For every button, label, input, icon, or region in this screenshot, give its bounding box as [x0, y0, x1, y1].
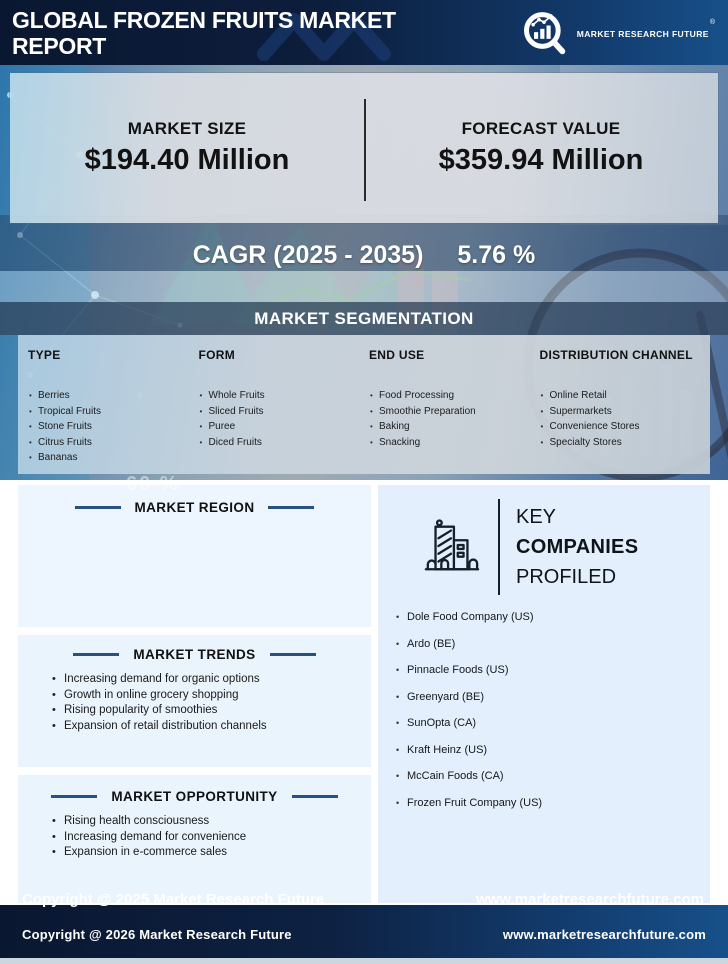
- segmentation-title: MARKET SEGMENTATION: [254, 308, 474, 328]
- segment-item: • Online Retail: [540, 388, 703, 404]
- segment-list: [369, 388, 532, 450]
- footer-bottom-strip: [0, 958, 728, 964]
- title-line-left: [75, 506, 121, 509]
- vertical-divider: [498, 499, 500, 595]
- header: [0, 0, 728, 65]
- market-size-label: MARKET SIZE: [127, 119, 247, 138]
- segment-column-distribution: [540, 348, 711, 474]
- title-line-right: [268, 506, 314, 509]
- trend-item: • Growth in online grocery shopping: [52, 688, 361, 704]
- opportunity-item: • Increasing demand for convenience: [52, 830, 361, 846]
- segment-column-end-use: [369, 348, 540, 474]
- segment-item: • Supermarkets: [540, 404, 703, 420]
- stats-band: [0, 65, 728, 495]
- title-line-right: [292, 795, 338, 798]
- segmentation-band: [0, 302, 728, 335]
- segment-heading: TYPE: [28, 348, 61, 362]
- right-column: [378, 485, 710, 908]
- segmentation-panel: [18, 335, 710, 495]
- market-opportunity-list: [18, 814, 371, 861]
- page-title-line1: GLOBAL FROZEN FRUITS MARKET: [12, 6, 396, 33]
- segment-item: • Convenience Stores: [540, 419, 703, 435]
- forecast-value-label: FORECAST VALUE: [461, 119, 621, 138]
- market-trends-title: MARKET TRENDS: [133, 647, 256, 662]
- segment-item: • Bananas: [28, 450, 191, 466]
- segment-item: • Tropical Fruits: [28, 404, 191, 420]
- opportunity-item: • Rising health consciousness: [52, 814, 361, 830]
- segment-column-form: [199, 348, 370, 474]
- key-companies-panel: [378, 485, 710, 908]
- segment-list: [540, 388, 703, 450]
- watermark-website: www.marketresearchfuture.com: [476, 891, 704, 908]
- segment-heading: END USE: [369, 348, 425, 362]
- opportunity-item: • Expansion in e-commerce sales: [52, 845, 361, 861]
- market-opportunity-panel: [18, 775, 371, 908]
- forecast-value-block: [364, 73, 718, 223]
- segment-item: • Smoothie Preparation: [369, 404, 532, 420]
- segment-item: • Specialty Stores: [540, 435, 703, 451]
- details-section: [0, 480, 728, 908]
- trend-item: • Increasing demand for organic options: [52, 672, 361, 688]
- segment-heading: FORM: [198, 348, 236, 362]
- segment-item: • Whole Fruits: [199, 388, 362, 404]
- building-icon: [422, 517, 480, 577]
- segment-item: • Stone Fruits: [28, 419, 191, 435]
- forecast-value-value: $359.94 Million: [438, 144, 644, 176]
- segment-heading: DISTRIBUTION CHANNEL: [539, 348, 693, 362]
- key-companies-title-line3: PROFILED: [516, 566, 617, 588]
- cagr-value: 5.76 %: [457, 241, 536, 269]
- market-region-panel: [18, 485, 371, 627]
- title-line-left: [73, 653, 119, 656]
- page-title: [12, 7, 396, 59]
- segment-item: • Food Processing: [369, 388, 532, 404]
- segment-item: • Sliced Fruits: [199, 404, 362, 420]
- stats-panel: [10, 73, 718, 223]
- companies-list: [378, 611, 710, 810]
- company-item: • McCain Foods (CA): [396, 770, 702, 783]
- footer: [0, 905, 728, 958]
- mrfr-logo-icon: [519, 8, 569, 58]
- company-item: • SunOpta (CA): [396, 717, 702, 730]
- company-item: • Frozen Fruit Company (US): [396, 797, 702, 810]
- left-column: [18, 485, 371, 908]
- title-line-right: [270, 653, 316, 656]
- segment-item: • Baking: [369, 419, 532, 435]
- cagr-row: [0, 241, 728, 270]
- segment-item: • Citrus Fruits: [28, 435, 191, 451]
- key-companies-title: [516, 502, 638, 592]
- market-opportunity-title: MARKET OPPORTUNITY: [111, 789, 278, 804]
- segment-column-type: [28, 348, 199, 474]
- company-item: • Dole Food Company (US): [396, 611, 702, 624]
- footer-website-link[interactable]: www.marketresearchfuture.com: [502, 927, 706, 942]
- segment-item: • Diced Fruits: [199, 435, 362, 451]
- market-size-value: $194.40 Million: [84, 144, 290, 176]
- segment-item: • Snacking: [369, 435, 532, 451]
- brand-name: MARKET RESEARCH FUTURE: [576, 28, 709, 39]
- key-companies-header: [378, 485, 710, 595]
- market-size-block: [10, 73, 364, 223]
- stats-divider: [364, 99, 366, 201]
- market-region-title: MARKET REGION: [134, 500, 255, 515]
- brand-logo: [519, 8, 714, 58]
- market-trends-list: [18, 672, 371, 734]
- page-title-line2: REPORT: [12, 32, 107, 59]
- company-item: • Kraft Heinz (US): [396, 744, 702, 757]
- footer-copyright: Copyright @ 2026 Market Research Future: [22, 927, 292, 942]
- segment-list: [28, 388, 191, 466]
- segment-item: • Berries: [28, 388, 191, 404]
- segment-item: • Puree: [199, 419, 362, 435]
- company-item: • Pinnacle Foods (US): [396, 664, 702, 677]
- watermark-copyright: Copyright @ 2025 Market Research Future: [22, 891, 325, 908]
- market-trends-panel: [18, 635, 371, 767]
- trend-item: • Rising popularity of smoothies: [52, 703, 361, 719]
- company-item: • Ardo (BE): [396, 638, 702, 651]
- key-companies-title-line1: KEY: [516, 506, 557, 528]
- title-line-left: [51, 795, 97, 798]
- background-percent-watermark: 60 %: [126, 473, 180, 495]
- registered-mark: ®: [709, 19, 715, 27]
- company-item: • Greenyard (BE): [396, 691, 702, 704]
- key-companies-title-line2: COMPANIES: [516, 536, 639, 558]
- cagr-label: CAGR (2025 - 2035): [192, 241, 424, 269]
- trend-item: • Expansion of retail distribution channels: [52, 719, 361, 735]
- chart-strip-overlay: [0, 271, 728, 302]
- segment-list: [199, 388, 362, 450]
